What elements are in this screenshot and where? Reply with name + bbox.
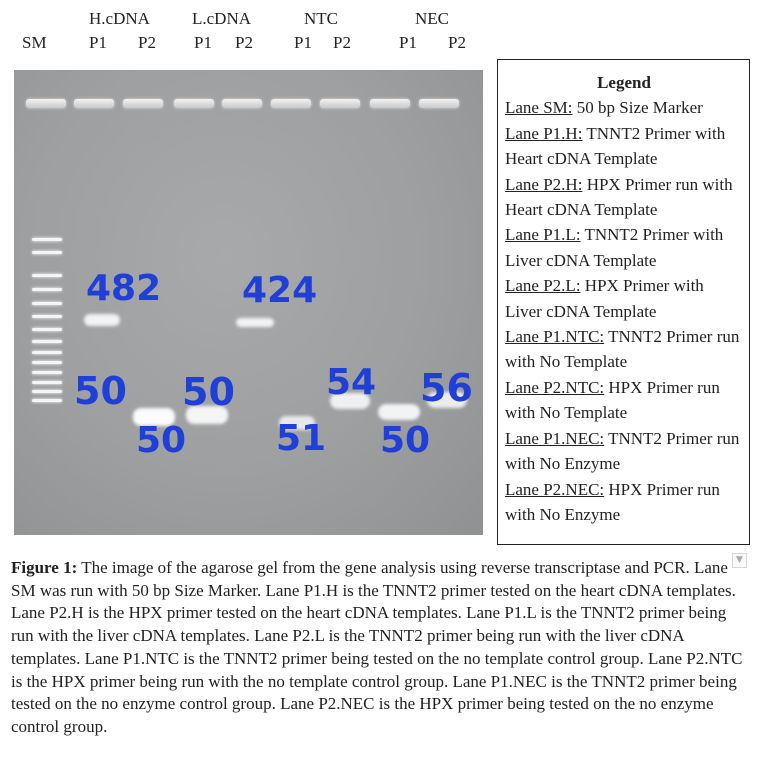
band-p1-nec bbox=[378, 404, 420, 420]
legend-text: 50 bp Size Marker bbox=[572, 98, 703, 118]
annotation-482: 482 bbox=[86, 268, 162, 309]
caption-label: Figure 1: bbox=[11, 558, 78, 577]
legend-entry bbox=[505, 121, 743, 172]
legend-entry bbox=[505, 477, 743, 528]
ladder-band bbox=[32, 351, 62, 354]
band-p1-l bbox=[236, 318, 274, 327]
lane-group-l-cdna: L.cDNA bbox=[192, 9, 252, 28]
gel-well bbox=[74, 99, 114, 108]
annotation-50-p2l: 50 bbox=[182, 370, 235, 414]
lane-header-p2-nec: P2 bbox=[448, 33, 466, 52]
annotation-56: 56 bbox=[420, 366, 473, 410]
lane-header-p1-nec: P1 bbox=[399, 33, 417, 52]
annotation-51: 51 bbox=[276, 418, 327, 459]
ladder-band bbox=[32, 381, 62, 384]
lane-header-p2-ntc: P2 bbox=[333, 33, 351, 52]
legend-entry bbox=[505, 273, 743, 324]
legend-label: Lane P2.NEC: bbox=[505, 479, 605, 499]
annotation-50-p1nec: 50 bbox=[380, 420, 431, 461]
ladder-band bbox=[32, 315, 62, 318]
ladder-band bbox=[32, 251, 62, 254]
legend-label: Lane P1.NTC: bbox=[505, 327, 605, 347]
legend-entry bbox=[505, 375, 743, 426]
gel-well bbox=[320, 99, 360, 108]
lane-header-p1-ntc: P1 bbox=[294, 33, 312, 52]
legend-box bbox=[497, 59, 750, 545]
figure-caption bbox=[11, 557, 746, 739]
legend-text: HPX Primer run with No Template bbox=[505, 377, 720, 423]
ladder-band bbox=[32, 274, 62, 277]
gel-well bbox=[26, 99, 66, 108]
legend-entry bbox=[505, 426, 743, 477]
legend-label: Lane P2.H: bbox=[505, 174, 583, 194]
annotation-50-p2h: 50 bbox=[136, 420, 187, 461]
ladder-band bbox=[32, 361, 62, 364]
gel-well bbox=[174, 99, 214, 108]
gel-well bbox=[419, 99, 459, 108]
annotation-50-p1h: 50 bbox=[74, 369, 127, 413]
legend-entry bbox=[505, 95, 743, 120]
ladder-band bbox=[32, 302, 62, 305]
lane-header-p2-h: P2 bbox=[138, 33, 156, 52]
gel-well bbox=[222, 99, 262, 108]
legend-text: HPX Primer with Liver cDNA Template bbox=[505, 276, 704, 321]
lane-header-p1-l: P1 bbox=[194, 33, 212, 52]
legend-label: Lane SM: bbox=[505, 98, 573, 118]
legend-entry bbox=[505, 172, 743, 223]
lane-group-h-cdna: H.cDNA bbox=[89, 9, 150, 28]
legend-text: TNNT2 Primer run with No Enzyme bbox=[505, 428, 740, 474]
lane-header-p1-h: P1 bbox=[89, 33, 107, 52]
legend-text: HPX Primer run with No Enzyme bbox=[505, 479, 720, 524]
legend-label: Lane P1.NEC: bbox=[505, 428, 605, 448]
legend-text: HPX Primer run with Heart cDNA Template bbox=[505, 174, 733, 220]
legend-entry bbox=[505, 222, 743, 273]
legend-text: TNNT2 Primer with Heart cDNA Template bbox=[505, 123, 726, 169]
legend-text: TNNT2 Primer with Liver cDNA Template bbox=[505, 225, 724, 270]
band-p1-h bbox=[84, 314, 120, 326]
legend-label: Lane P1.L: bbox=[505, 225, 581, 245]
legend-label: Lane P2.NTC: bbox=[505, 377, 605, 397]
legend-label: Lane P2.L: bbox=[505, 276, 581, 296]
lane-group-nec: NEC bbox=[415, 9, 449, 28]
ladder-band bbox=[32, 371, 62, 374]
legend-title: Legend bbox=[597, 73, 651, 92]
gel-well bbox=[271, 99, 311, 108]
annotation-424: 424 bbox=[242, 270, 318, 311]
caption-text: The image of the agarose gel from the gene analysis using reverse transcriptase and PCR. Lane SM was run with 50 bp Size Marker. Lane P1.H is the TNNT2 primer tested on the heart cDNA templates. Lane P2.H is the HPX primer tested on the heart cDNA templates. Lane P1.L is the TNNT2 primer being run with the liver cDNA templates. Lane P2.L is the TNNT2 primer being run with the liver cDNA templates. Lane P1.NTC is the TNNT2 primer being tested on the no template control group. Lane P2.NTC is the HPX primer being run with the no template control group. Lane P1.NEC is the TNNT2 primer being tested on the no enzyme control group. Lane P2.NEC is the HPX primer being tested on the no enzyme control group. bbox=[11, 558, 743, 736]
lane-header-sm: SM bbox=[22, 33, 47, 52]
ladder-band bbox=[32, 340, 62, 343]
ladder-band bbox=[32, 328, 62, 331]
ladder-band bbox=[32, 390, 62, 393]
ladder-band bbox=[32, 288, 62, 291]
lane-header-p2-l: P2 bbox=[235, 33, 253, 52]
legend-label: Lane P1.H: bbox=[505, 123, 583, 143]
lane-group-ntc: NTC bbox=[304, 9, 338, 28]
agarose-gel-image bbox=[14, 70, 483, 535]
gel-well bbox=[370, 99, 410, 108]
gel-well bbox=[123, 99, 163, 108]
legend-entry bbox=[505, 324, 743, 375]
ladder-band bbox=[32, 238, 62, 241]
chevron-down-icon[interactable]: ▼ bbox=[732, 553, 747, 568]
annotation-54: 54 bbox=[326, 362, 377, 403]
ladder-band bbox=[32, 399, 62, 402]
legend-text: TNNT2 Primer run with No Template bbox=[505, 327, 740, 372]
